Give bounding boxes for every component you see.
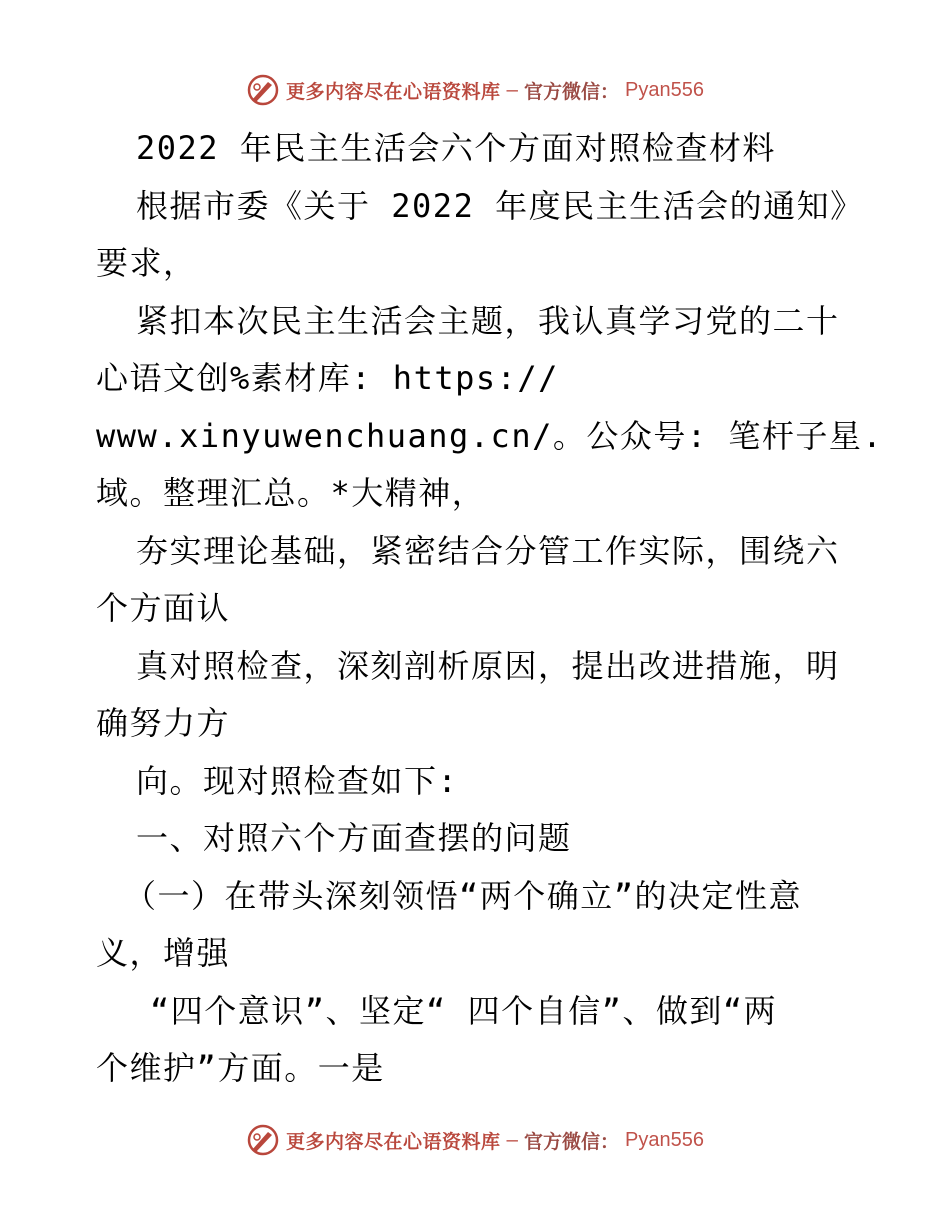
document-body <box>96 120 884 1098</box>
banner-account: Pyan556 <box>625 1128 704 1151</box>
banner-slogan: 更多内容尽在心语资料库 <box>286 1130 501 1153</box>
paragraph-line: 确努力方 <box>96 704 231 742</box>
banner-separator: — <box>506 79 518 101</box>
banner-slogan: 更多内容尽在心语资料库 <box>286 80 501 103</box>
document-title: 2022 年民主生活会六个方面对照检查材料 <box>136 129 776 167</box>
paragraph-line: www.xinyuwenchuang.cn/。公众号: 笔杆子星. <box>96 416 884 455</box>
header-banner <box>0 70 950 110</box>
paragraph-line: 紧扣本次民主生活会主题，我认真学习党的二十 <box>136 301 840 340</box>
paragraph-line: 个维护”方面。一是 <box>96 1049 385 1087</box>
banner-account: Pyan556 <box>625 78 704 101</box>
paragraph-line: “四个意识”、坚定“ 四个自信”、做到“两 <box>150 991 778 1030</box>
section-heading: 一、对照六个方面查摆的问题 <box>136 819 572 857</box>
footer-banner <box>0 1120 950 1160</box>
banner-separator: — <box>506 1129 518 1151</box>
pen-seal-logo-icon <box>246 1123 280 1157</box>
paragraph-line: 向。现对照检查如下: <box>136 761 459 800</box>
paragraph-line: 夯实理论基础，紧密结合分管工作实际，围绕六 <box>136 531 840 570</box>
paragraph-line: 心语文创%素材库: https:// <box>96 359 559 397</box>
paragraph-line: 域。整理汇总。*大精神， <box>96 474 486 512</box>
paragraph-line: 真对照检查，深刻剖析原因，提出改进措施，明 <box>136 646 840 685</box>
banner-label: 官方微信： <box>523 80 619 103</box>
banner-label: 官方微信： <box>523 1130 619 1153</box>
paragraph-line: 义，增强 <box>96 934 231 972</box>
paragraph-line: 要求， <box>96 244 197 282</box>
pen-seal-logo-icon <box>246 73 280 107</box>
paragraph-line: 个方面认 <box>96 589 231 627</box>
paragraph-line: 根据市委《关于 2022 年度民主生活会的通知》 <box>136 186 864 225</box>
subsection-heading: （一）在带头深刻领悟“两个确立”的决定性意 <box>124 876 803 915</box>
